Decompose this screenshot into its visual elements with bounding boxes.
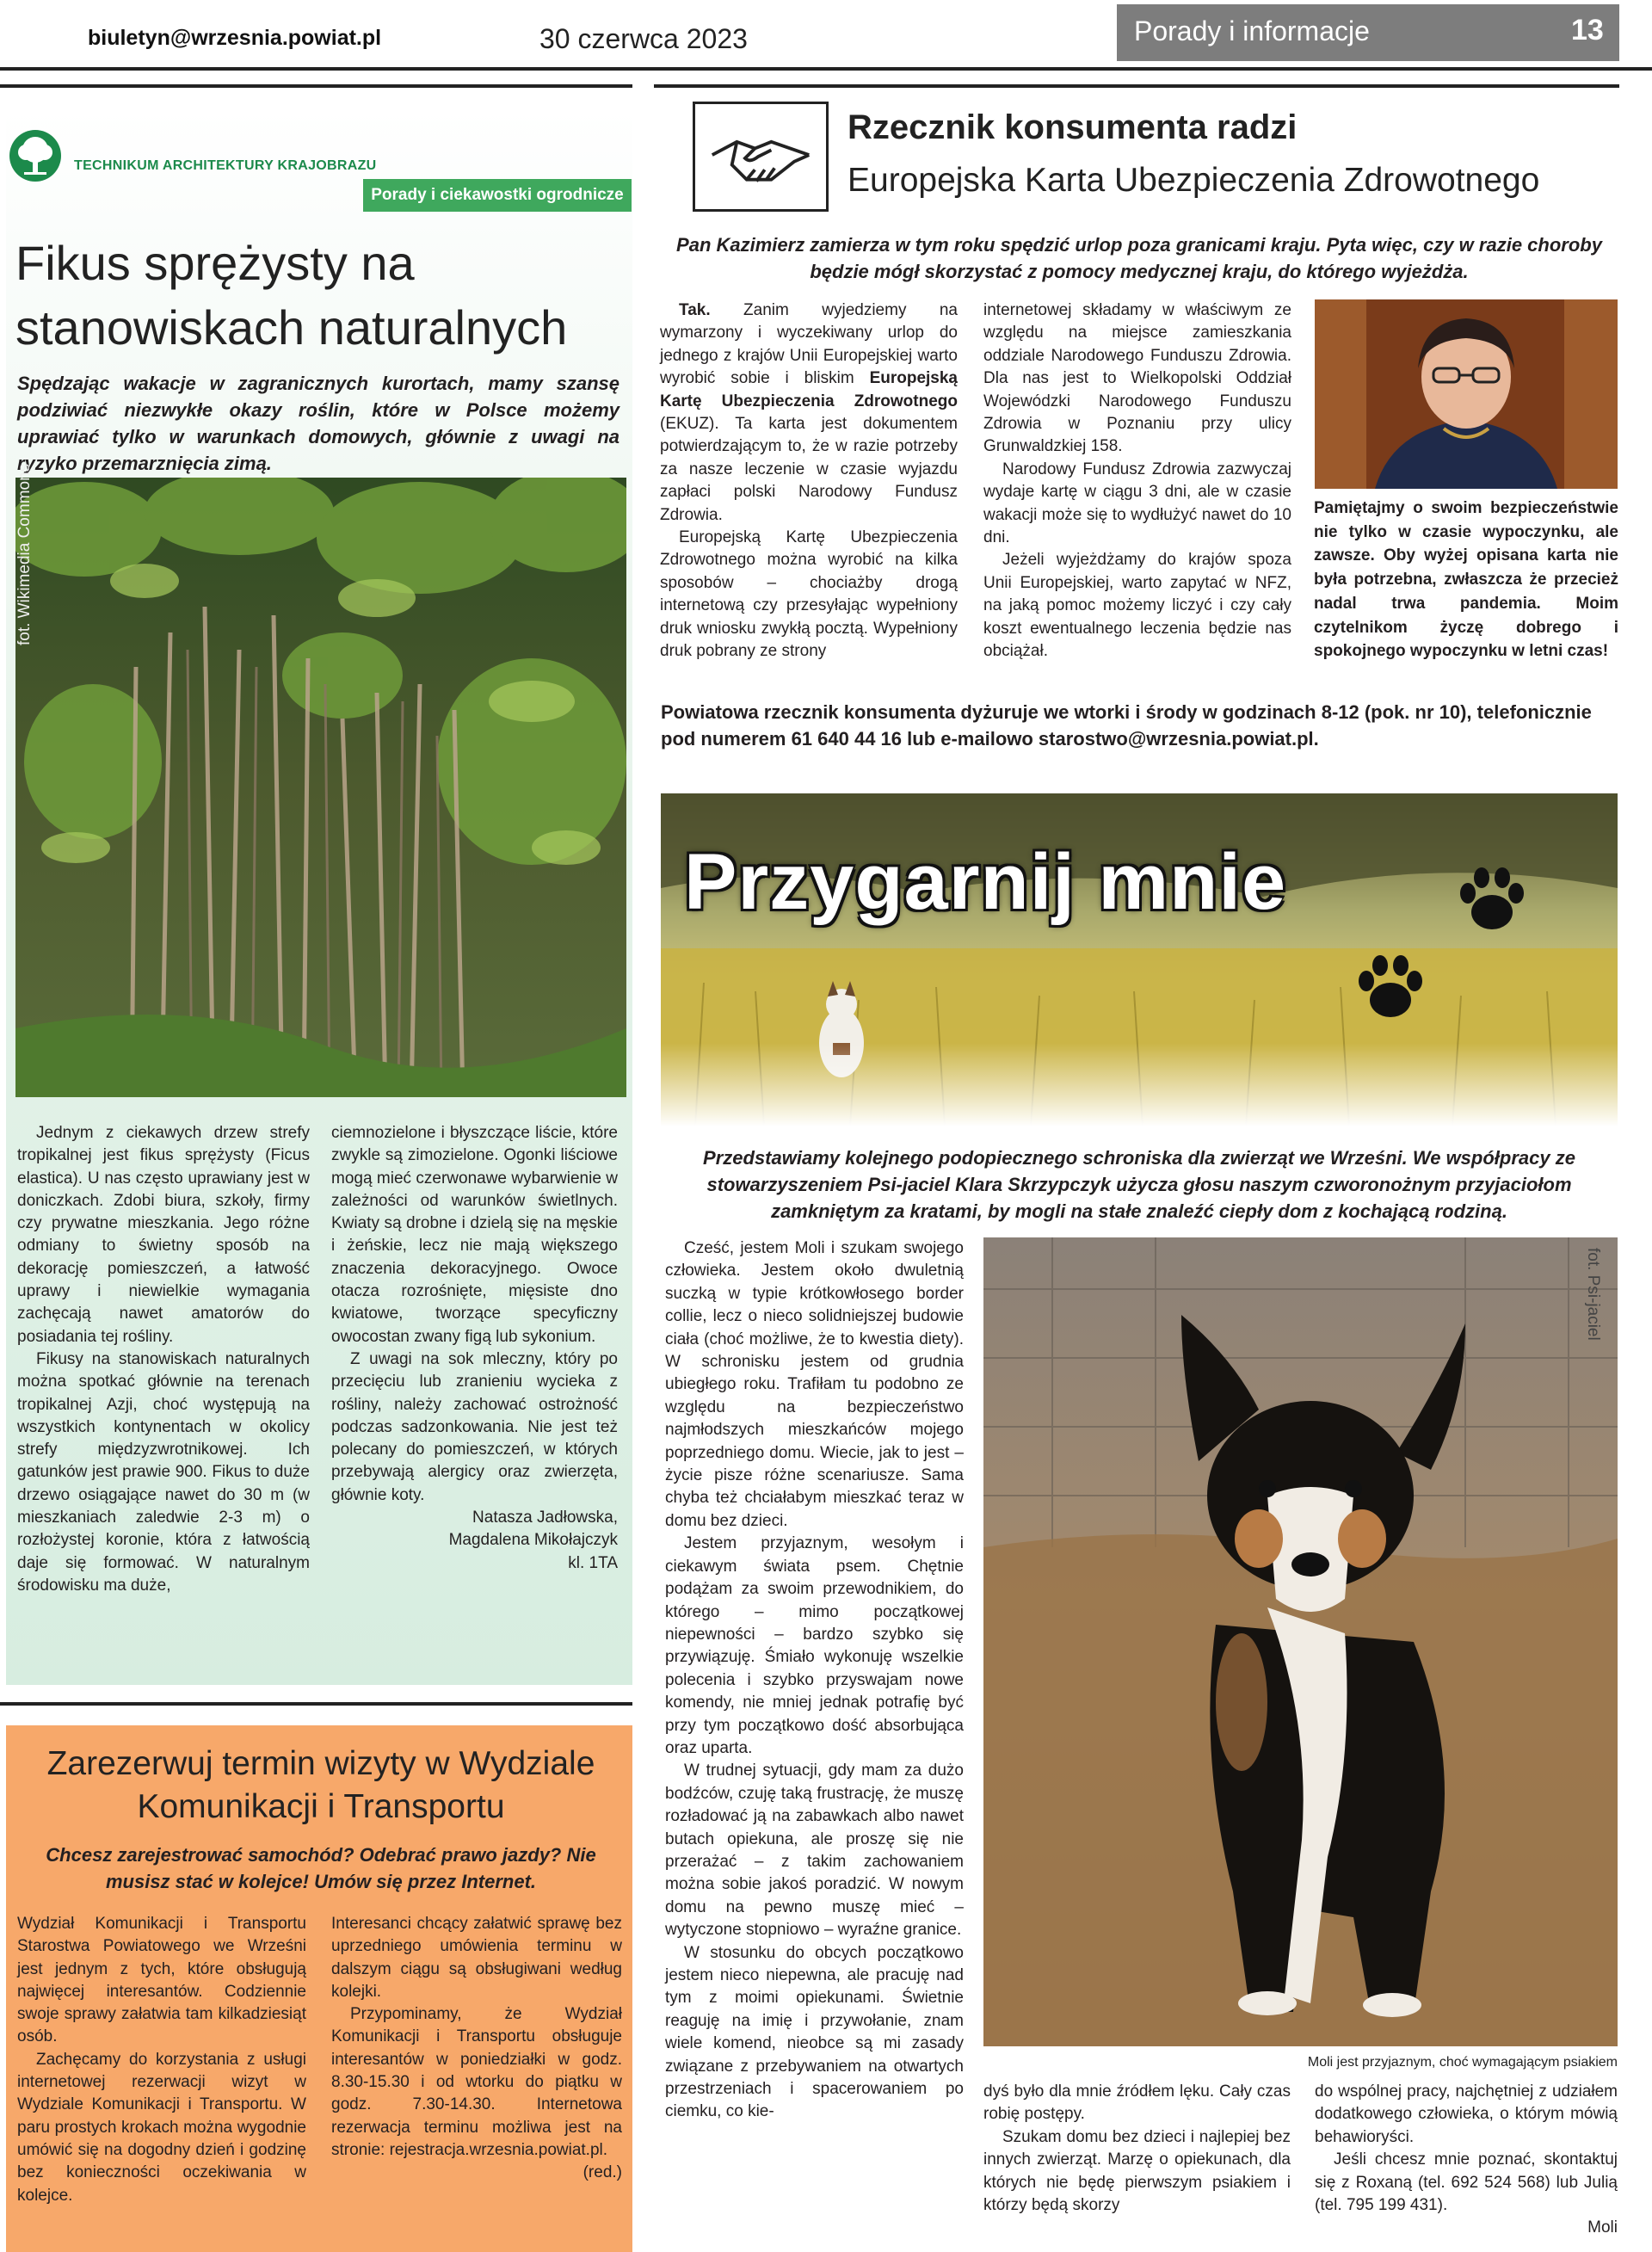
consumer-column-1	[660, 299, 958, 663]
garden-author: Magdalena Mikołajczyk	[448, 1531, 618, 1550]
consumer-answer: Tak.	[679, 301, 711, 319]
category-badge: Porady i ciekawostki ogrodnicze	[363, 179, 632, 212]
adoption-paragraph: W trudnej sytuacji, gdy mam za dużo bodźców, czuję taką frustrację, że muszę rozładować ją na zabawkach albo nawet butach opiekuna, ale proszę się nie przerażać – z takim zachowaniem można sobie jakoś poradzić. W nowym domu na pewno muszę mieć – wytyczone stopniowo – wyraźne granice.	[665, 1761, 964, 1940]
garden-top-rule	[0, 84, 632, 88]
transport-title: Zarezerwuj termin wizyty w Wydziale Komunikacji i Transportu	[46, 1745, 595, 1825]
garden-paragraph: Jednym z ciekawych drzew strefy tropikalnej jest fikus sprężysty (Ficus elastica). U nas często uprawiany jest w doniczkach. Zdobi biura, szkoły, firmy czy prywatne mieszkania. Jego różne odmiany to świetny sposób na dekorację pomieszczeń, a łatwość uprawy i niewielkie wymagania zachęcają nawet amatorów do posiadania tej rośliny.	[17, 1124, 310, 1346]
paw-icon	[1351, 948, 1430, 1027]
ficus-photo-credit: fot. Wikimedia Commons	[15, 463, 34, 645]
consumer-text: Zanim wyjedziemy na wymarzony i wyczekiwany urlop do jednego z krajów Unii Europejskiej warto wyrobić sobie i bliskim	[660, 301, 958, 388]
garden-paragraph: Z uwagi na sok mleczny, który po przecięciu lub zranieniu wycieka z rośliny, należy zachować ostrożność podczas sadzonkowania. Nie jest też polecany do pomieszczeń, w których przebywają alergicy oraz zwierzęta, głównie koty.	[331, 1349, 618, 1504]
garden-lead: Spędzając wakacje w zagranicznych kurortach, mamy szansę podziwiać niezwykłe okazy roślin, które w Polsce możemy uprawiać tylko w warunkach domowych, głównie z uwagi na ryzyko przemarznięcia zimą.	[17, 373, 620, 474]
consumer-footer: Powiatowa rzecznik konsumenta dyżuruje we wtorki i środy w godzinach 8-12 (pok. nr 10), telefonicznie pod numerem 61 640 44 16 lub e-mailowo starostwo@wrzesnia.powiat.pl.	[661, 701, 1592, 750]
dog-moli-photo	[983, 1237, 1618, 2046]
adoption-column-3	[1315, 2081, 1618, 2240]
adoption-paragraph: Szukam domu bez dzieci i najlepiej bez innych zwierząt. Marzę o opiekunach, dla których nie będę pierwszym psiakiem i którzy będą skorzy	[983, 2127, 1291, 2215]
adoption-title: Przygarnij mnie	[684, 838, 1287, 926]
portrait-caption: Pamiętajmy o swoim bezpieczeństwie nie tylko w czasie wypoczynku, ale zawsze. Oby wyżej opisana karta nie była potrzebna, zwłaszcza że przecież nadal trwa pandemia. Moim czytelnikom życzę dobrego i spokojnego wypoczynku w letni czas!	[1314, 499, 1618, 661]
transport-signature: (red.)	[583, 2163, 622, 2182]
transport-top-rule	[0, 1702, 632, 1706]
adoption-signature: Moli	[1587, 2218, 1618, 2237]
consumer-title: Rzecznik konsumenta radzi	[848, 108, 1298, 146]
garden-paragraph: Fikusy na stanowiskach naturalnych można spotkać głównie na terenach tropikalnej Azji, choć występują na wszystkich kontynentach w okolicy strefy międzyzwrotnikowej. Ich gatunków jest prawie 900. Fikus to duże drzewo osiągające nawet do 30 m (w mieszkaniach zaledwie 2-3 m) o rozłożystej koronie, która z łatwością daje się formować. W naturalnym środowisku ma duże,	[17, 1349, 310, 1595]
adoption-intro: Przedstawiamy kolejnego podopiecznego schroniska dla zwierząt we Wrześni. We współpracy ze stowarzyszeniem Psi-jaciel Klara Skrzypczyk użycza głosu naszym czworonożnym przyjaciołom zamkniętym za kratami, by mogli na stałe znaleźć ciepły dom z kochającą rodziną.	[703, 1147, 1575, 1222]
transport-paragraph: Przypominamy, że Wydział Komunikacji i Transportu obsługuje interesantów w poniedziałki w godz. 8.30-15.30 i od wtorku do piątku w godz. 7.30-14.30. Internetowa rezerwacja terminu możliwa jest na stronie: rejestracja.wrzesnia.powiat.pl.	[331, 2005, 622, 2159]
consumer-paragraph: internetowej składamy w właściwym ze względu na miejsce zamieszkania oddziale Narodowego Funduszu Zdrowia. Dla nas jest to Wielkopolski Oddział Wojewódzki Narodowego Funduszu Zdrowia w Poznaniu przy ulicy Grunwaldzkiej 158.	[983, 301, 1291, 456]
adoption-paragraph: Jestem przyjaznym, wesołym i ciekawym świata psem. Chętnie podążam za swoim przewodnikiem, do którego – mimo początkowej niepewności – bardzo szybko się przywiązuję. Śmiało wykonuję wszelkie polecenia i szybko przyswajam nowe komendy, nie mniej jednak potrafię być przy tym początkowo dość absorbująca oraz uparta.	[665, 1534, 964, 1757]
consumer-column-2	[983, 299, 1291, 663]
consumer-paragraph: Europejską Kartę Ubezpieczenia Zdrowotnego można wyrobić na kilka sposobów – chociażby drogą internetową czy przesyłając wypełniony druk wniosku zwykłą pocztą. Wypełniony druk pobrany ze strony	[660, 528, 958, 661]
adoption-column-2	[983, 2081, 1291, 2217]
transport-paragraph: Interesanci chcący załatwić sprawę bez uprzedniego umówienia terminu w dalszym ciągu są obsługiwani według kolejki.	[331, 1915, 622, 2001]
adoption-paragraph: Cześć, jestem Moli i szukam swojego człowieka. Jestem około dwuletnią suczką w typie krótkowłosego border collie, lecz o nieco solidniejszej budowie ciała (choć możliwe, że to kwestia diety). W schronisku jestem od grudnia ubiegłego roku. Trafiłam tu podobno ze względu na bezpieczeństwo najmłodszych mieszkańców mojego poprzedniego domu. Wiecie, jak to jest – życie pisze różne scenariusze. Sama chyba też chciałabym mieszkać teraz w domu bez dzieci.	[665, 1239, 964, 1530]
transport-paragraph: Wydział Komunikacji i Transportu Starostwa Powiatowego we Wrześni jest jednym z tych, które obsługują najwięcej interesantów. Codziennie swoje sprawy załatwia tam kilkadziesiąt osób.	[17, 1915, 306, 2046]
garden-author: Natasza Jadłowska,	[472, 1509, 618, 1527]
transport-column-1	[17, 1913, 306, 2207]
garden-paragraph: ciemnozielone i błyszczące liście, które zwykle są zimozielone. Ogonki liściowe mogą mieć czerwonawe wybarwienie w zależności od warunków świetlnych. Kwiaty są drobne i dzielą się na męskie i żeńskie, lecz nie mają większego znaczenia dekoracyjnego. Owoce otacza rozrośnięte, mięsiste dno kwiatowe, tworzące specyficzny owocostan zwany figą lub sykonium.	[331, 1124, 618, 1346]
adoption-paragraph: Jeśli chcesz mnie poznać, skontaktuj się z Roxaną (tel. 692 524 568) lub Julią (tel. 795 199 431).	[1315, 2150, 1618, 2215]
consumer-subtitle: Europejska Karta Ubezpieczenia Zdrowotnego	[848, 162, 1540, 199]
transport-lead: Chcesz zarejestrować samochód? Odebrać prawo jazdy? Nie musisz stać w kolejce! Umów się przez Internet.	[46, 1844, 596, 1892]
garden-title: Fikus sprężysty na stanowiskach naturalnych	[15, 236, 568, 355]
consumer-paragraph: Jeżeli wyjeżdżamy do krajów spoza Unii Europejskiej, warto zapytać w NFZ, na jaką pomoc możemy liczyć i czy cały koszt ewentualnego leczenia będzie nas obciążał.	[983, 551, 1291, 661]
tree-logo-icon	[9, 129, 62, 182]
consumer-paragraph: Narodowy Fundusz Zdrowia zazwyczaj wydaje kartę w ciągu 3 dni, ale w czasie wakacji może się to wydłużyć nawet do 10 dni.	[983, 460, 1291, 547]
transport-paragraph: Zachęcamy do korzystania z usługi internetowej rezerwacji wizyt w Wydziale Komunikacji i Transportu. W paru prostych krokach można wygodnie umówić się na dogodny dzień i godzinę bez konieczności oczekiwania w kolejce.	[17, 2050, 306, 2205]
consumer-card-name: Europejską Kartę Ubezpieczenia Zdrowotnego	[660, 369, 958, 410]
paw-icon	[1452, 861, 1532, 940]
garden-column-2	[331, 1122, 618, 1575]
garden-column-1	[17, 1122, 310, 1597]
consumer-intro: Pan Kazimierz zamierza w tym roku spędzić urlop poza granicami kraju. Pyta więc, czy w razie choroby będzie mógł skorzystać z pomocy medycznej kraju, do którego wyjeżdża.	[676, 234, 1602, 282]
ombudsman-portrait	[1315, 299, 1618, 489]
adoption-paragraph: W stosunku do obcych początkowo jestem nieco niepewna, ale pracuję nad tym z moimi opiekunami. Świetnie reaguję na imię i przywołanie, znam wiele komend, nieobce są mi zasady związane z przebywaniem na otwartych przestrzeniach i spacerowaniem po ciemku, co kie-	[665, 1943, 964, 2121]
header-date: 30 czerwca 2023	[539, 23, 748, 54]
header-email: biuletyn@wrzesnia.powiat.pl	[88, 26, 382, 50]
adoption-paragraph: dyś było dla mnie źródłem lęku. Cały czas robię postępy.	[983, 2082, 1291, 2124]
dog-photo-caption: Moli jest przyjaznym, choć wymagającym psiakiem	[1307, 2055, 1618, 2070]
header-rule	[0, 67, 1652, 71]
dog-photo-credit: fot. Psi-jaciel	[1584, 1248, 1602, 1341]
transport-column-2	[331, 1913, 622, 2185]
handshake-icon	[693, 102, 829, 212]
ficus-photo	[15, 478, 626, 1097]
consumer-top-rule	[654, 84, 1619, 88]
page-number: 13	[1571, 14, 1604, 46]
school-name: TECHNIKUM ARCHITEKTURY KRAJOBRAZU	[74, 158, 377, 173]
adoption-column-1	[665, 1237, 964, 2124]
garden-author-class: kl. 1TA	[568, 1553, 618, 1572]
header-section-title: Porady i informacje	[1134, 15, 1370, 46]
consumer-text: (EKUZ). Ta karta jest dokumentem potwierdzającym to, że w razie potrzeby za nasze leczenie w czasie wyjazdu zapłaci polski Narodowy Fundusz Zdrowia.	[660, 415, 958, 524]
adoption-paragraph: do wspólnej pracy, najchętniej z udziałem dodatkowego człowieka, o którym mówią behawioryści.	[1315, 2082, 1618, 2146]
